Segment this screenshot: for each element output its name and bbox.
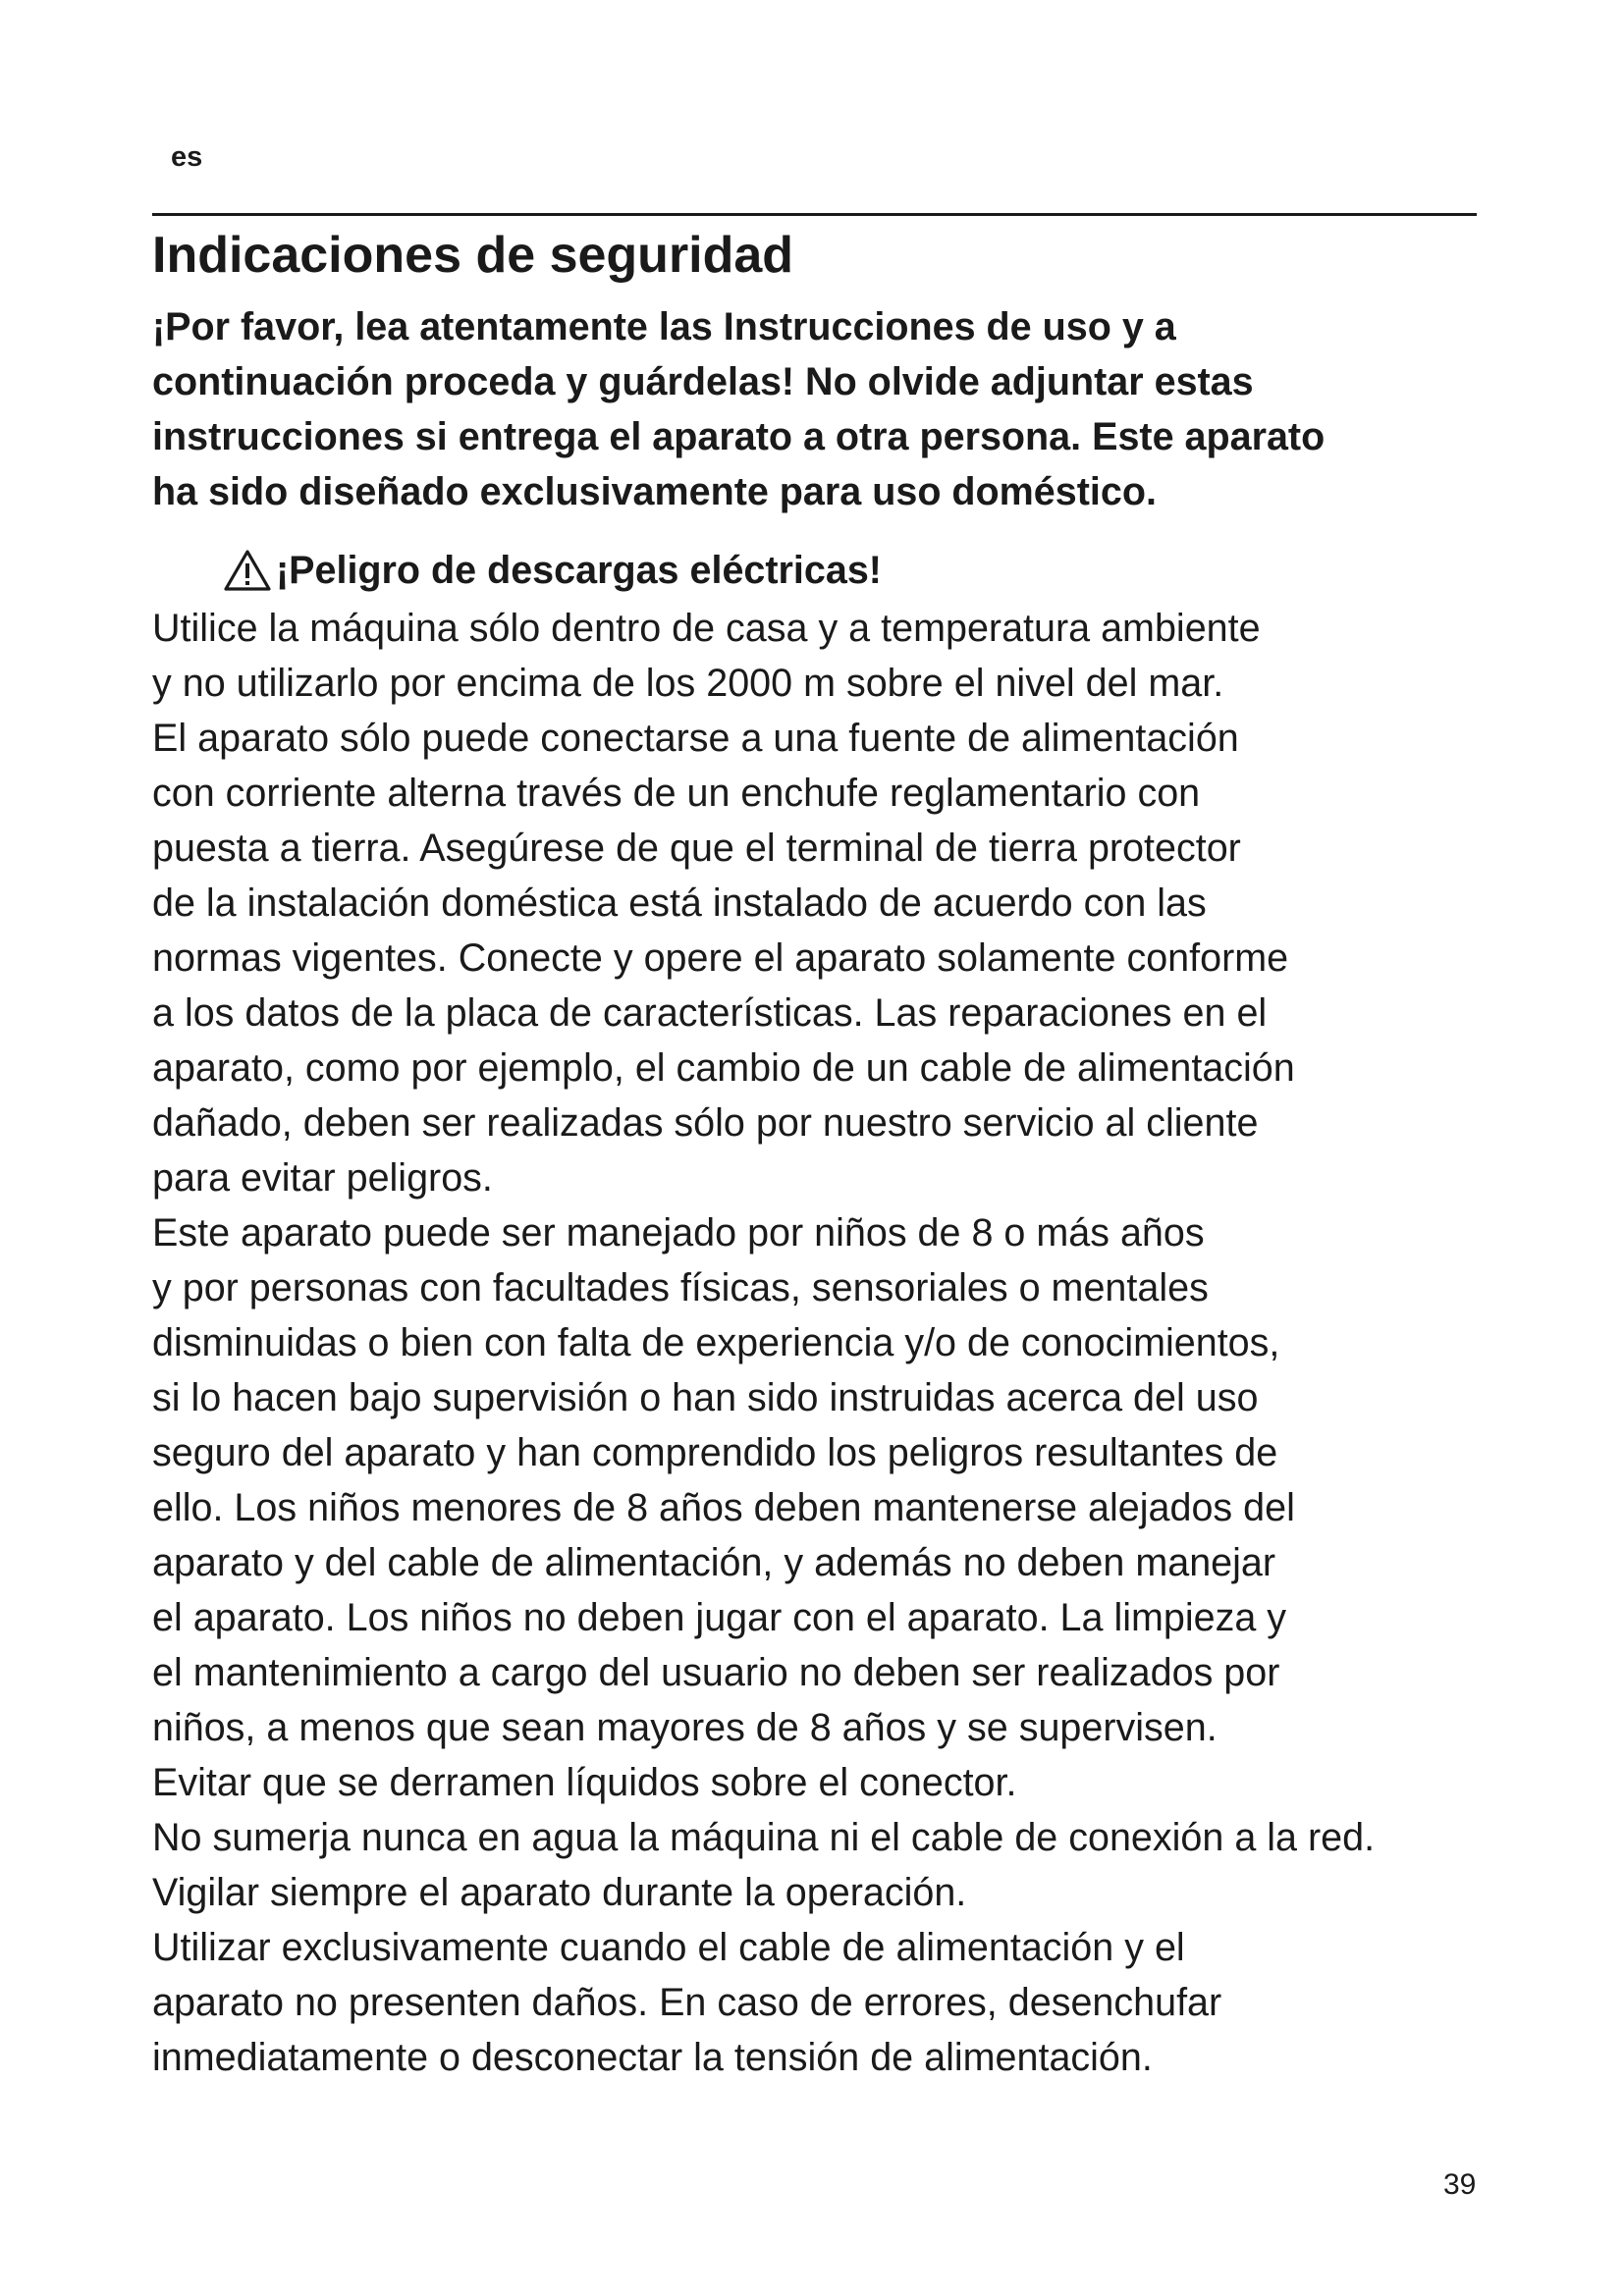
body-line: El aparato sólo puede conectarse a una fuente de alimentación [152,717,1239,760]
body-text [152,601,1517,2085]
body-line: puesta a tierra. Asegúrese de que el terminal de tierra protector [152,827,1241,870]
body-line: aparato, como por ejemplo, el cambio de un cable de alimentación [152,1046,1295,1090]
body-line: Este aparato puede ser manejado por niños de 8 o más años [152,1211,1205,1255]
body-line: Utilizar exclusivamente cuando el cable de alimentación y el [152,1926,1185,1969]
body-line: con corriente alterna través de un enchufe reglamentario con [152,772,1201,815]
intro-line: ¡Por favor, lea atentamente las Instrucciones de uso y a [152,305,1176,348]
body-line: Vigilar siempre el aparato durante la operación. [152,1871,967,1914]
body-line: niños, a menos que sean mayores de 8 años y se supervisen. [152,1706,1218,1749]
intro-paragraph [152,299,1507,519]
body-line: y por personas con facultades físicas, sensoriales o mentales [152,1266,1209,1309]
body-line: a los datos de la placa de características. Las reparaciones en el [152,991,1268,1035]
body-line: el aparato. Los niños no deben jugar con el aparato. La limpieza y [152,1596,1287,1639]
body-line: Utilice la máquina sólo dentro de casa y a temperatura ambiente [152,607,1261,650]
body-line: normas vigentes. Conecte y opere el aparato solamente conforme [152,936,1289,980]
body-line: Evitar que se derramen líquidos sobre el conector. [152,1761,1017,1804]
body-line: No sumerja nunca en agua la máquina ni el cable de conexión a la red. [152,1816,1376,1859]
body-line: de la instalación doméstica está instalado de acuerdo con las [152,881,1207,925]
body-line: inmediatamente o desconectar la tensión de alimentación. [152,2036,1153,2079]
warning-heading-text: ¡Peligro de descargas eléctricas! [276,549,882,592]
body-line: dañado, deben ser realizadas sólo por nuestro servicio al cliente [152,1101,1259,1145]
page-number: 39 [1443,2168,1477,2201]
warning-heading [223,543,882,598]
section-title: Indicaciones de seguridad [152,227,794,284]
language-label: es [171,141,203,173]
body-line: el mantenimiento a cargo del usuario no deben ser realizados por [152,1651,1280,1694]
body-line: y no utilizarlo por encima de los 2000 m sobre el nivel del mar. [152,662,1224,705]
header-rule [152,213,1477,216]
body-line: para evitar peligros. [152,1156,493,1200]
warning-triangle-icon [223,549,272,592]
intro-line: ha sido diseñado exclusivamente para uso doméstico. [152,470,1157,513]
intro-line: continuación proceda y guárdelas! No olvide adjuntar estas [152,360,1254,403]
intro-line: instrucciones si entrega el aparato a otra persona. Este aparato [152,415,1326,458]
body-line: seguro del aparato y han comprendido los peligros resultantes de [152,1431,1278,1474]
body-line: aparato y del cable de alimentación, y además no deben manejar [152,1541,1276,1584]
body-line: si lo hacen bajo supervisión o han sido instruidas acerca del uso [152,1376,1259,1419]
body-line: disminuidas o bien con falta de experiencia y/o de conocimientos, [152,1321,1280,1364]
body-line: aparato no presenten daños. En caso de errores, desenchufar [152,1981,1222,2024]
body-line: ello. Los niños menores de 8 años deben mantenerse alejados del [152,1486,1295,1529]
